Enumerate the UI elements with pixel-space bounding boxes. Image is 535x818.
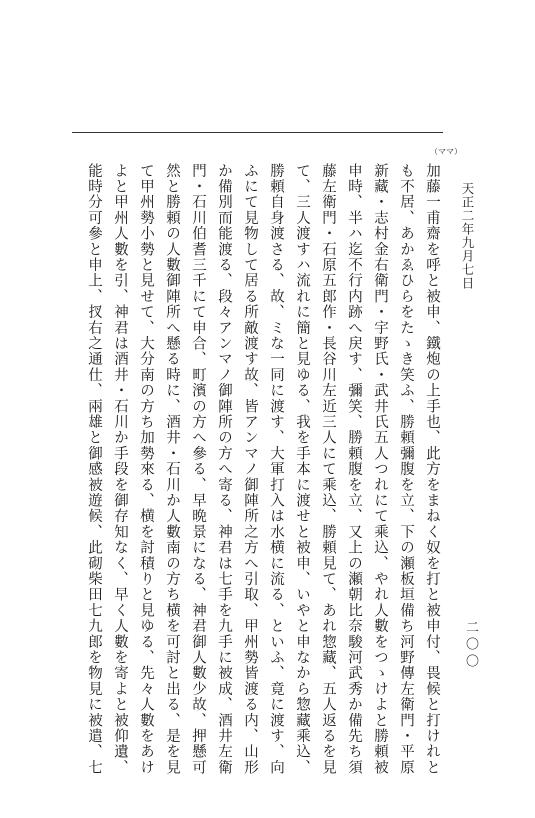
text-column: 然と勝頼の人數御陣所へ懸る時に、酒井・石川か人數南の方ち横を可討と出る、是を見 [164,163,180,776]
text-column: か備別而能渡る、段々アンマノ御陣所の方へ寄る、神君は七手を九手に被成、酒井左衛 [216,163,232,776]
text-column: 勝頼自身渡さる、故、ミな一同に渡す、大軍打入は水横に流る、といふ、竟に渡す、向 [268,163,284,776]
text-column: 加藤一甫齋を呼と被申、鐵炮の上手也、此方をまねく奴を打と被申付、畏候と打けれと [424,163,440,776]
editorial-note-mark: （ママ） [430,147,462,156]
text-column: て甲州勢小勢と見せて、大分南の方ち加勢來る、横を討積りと見ゆる、先々人數をあけ [138,163,154,776]
text-column: 新藏・志村金右衛門・宇野氏・武井氏五人つれにて乘込、やれ人數をつゝけよと勝頼被 [372,163,388,776]
header-rule [72,132,443,133]
text-column: て、三人渡すハ流れに簡と見ゆる、我を手本に渡せと被申、いやと申なから惣藏乘込、 [294,163,310,776]
page-number: 二〇〇 [463,620,478,671]
text-column: 申時、半ハ迄不行内跡へ戻す、彌笑、勝頼腹を立、又上の瀬朝比奈駿河武秀か備先ち須 [346,163,362,776]
text-column: 能時分可參と申上、扠右之通仕、兩雄と御感被遊候、此砌柴田七九郎を物見に被遣、七 [86,163,102,776]
text-column: よと甲州人數を引、神君は酒井・石川か手段を御存知なく、早く人數を寄よと被仰遺、 [112,163,128,776]
text-column: 門・石川伯耆三千にて申合、町濱の方へ參る、早晩景になる、神君御人數少故、押懸可 [190,163,206,776]
running-header-date: 天正二年九月七日 [460,182,475,290]
text-column: ふにて見物して居る所敵渡す故、皆アンマノ御陣所之方へ引取、甲州勢皆渡る内、山形 [242,163,258,776]
text-column: も不居、あかゑひらをたゝき笑ふ、勝頼彌腹を立、下の瀬板垣備ち河野傳左衛門・平原 [398,163,414,776]
text-column: 藤左衛門・石原五郎作・長谷川左近三人にて乘込、勝頼見て、あれ惣藏、五人返るを見 [320,163,336,776]
